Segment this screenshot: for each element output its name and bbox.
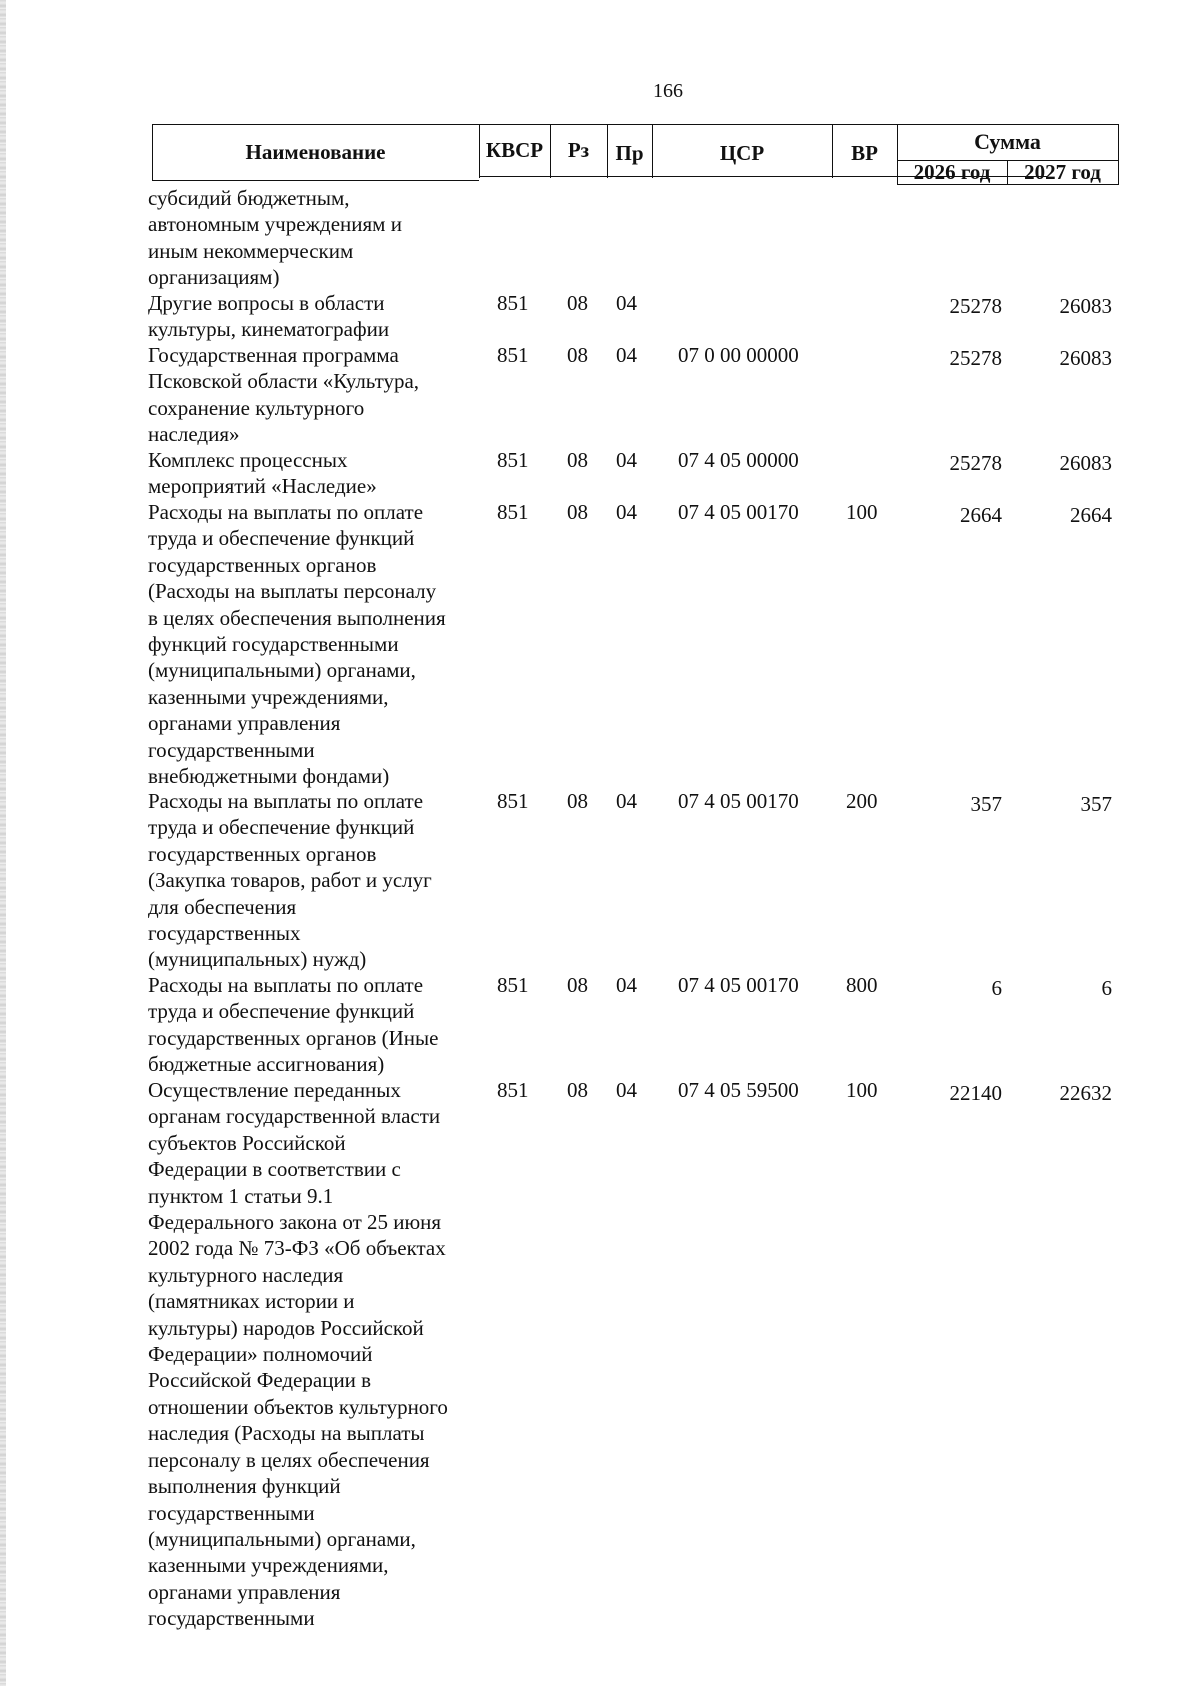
name-line: Государственная программа: [148, 343, 399, 367]
row-sum-2027: 26083: [1059, 346, 1112, 370]
name-line: 2002 года № 73-ФЗ «Об объектах: [148, 1236, 446, 1261]
row-rz: 08: [567, 291, 588, 315]
name-line: (муниципальными) органами,: [148, 658, 416, 683]
row-name: [148, 1077, 468, 1632]
row-name: [148, 972, 468, 1078]
name-line: иным некоммерческим: [148, 238, 354, 263]
table-header: [152, 124, 1118, 184]
row-sum-2026: 25278: [949, 346, 1002, 370]
row-rz: 08: [567, 500, 588, 524]
row-name: [148, 185, 468, 291]
name-line: культуры, кинематографии: [148, 317, 390, 342]
header-pr: Пр: [615, 140, 644, 165]
row-sum-2027: 6: [1101, 976, 1112, 1000]
name-line: Федерации в соответствии с: [148, 1157, 401, 1182]
name-line: казенными учреждениями,: [148, 684, 389, 709]
name-line: бюджетные ассигнования): [148, 1052, 385, 1077]
name-line: (памятниках истории и: [148, 1289, 355, 1314]
row-vr: 100: [846, 500, 878, 524]
row-sum-2026: 2664: [960, 503, 1002, 527]
header-name: Наименование: [245, 139, 386, 164]
row-name: [148, 342, 468, 448]
row-csr: 07 0 00 00000: [678, 343, 799, 367]
name-line: в целях обеспечения выполнения: [148, 605, 446, 630]
row-sum-2026: 25278: [949, 294, 1002, 318]
name-line: труда и обеспечение функций: [148, 815, 415, 840]
row-sum-2027: 26083: [1059, 451, 1112, 475]
row-rz: 08: [567, 1078, 588, 1102]
row-pr: 04: [616, 291, 637, 315]
row-pr: 04: [616, 1078, 637, 1102]
name-line: органам государственной власти: [148, 1104, 441, 1129]
name-line: Расходы на выплаты по оплате: [148, 973, 424, 997]
name-line: труда и обеспечение функций: [148, 526, 415, 551]
row-kvsr: 851: [497, 789, 529, 813]
row-csr: 07 4 05 59500: [678, 1078, 799, 1102]
page-number: 166: [653, 80, 683, 102]
row-sum-2027: 357: [1080, 792, 1112, 816]
row-name: [148, 499, 468, 789]
row-rz: 08: [567, 343, 588, 367]
row-rz: 08: [567, 448, 588, 472]
name-line: Комплекс процессных: [148, 448, 348, 472]
name-line: Российской Федерации в: [148, 1368, 372, 1393]
row-pr: 04: [616, 343, 637, 367]
name-line: культуры) народов Российской: [148, 1315, 424, 1340]
name-line: наследия»: [148, 422, 240, 447]
name-line: (Расходы на выплаты персоналу: [148, 579, 437, 604]
header-year-2026: 2026 год: [913, 159, 991, 184]
row-csr: 07 4 05 00170: [678, 973, 799, 997]
row-name: [148, 447, 468, 500]
name-line: пунктом 1 статьи 9.1: [148, 1183, 334, 1208]
row-rz: 08: [567, 789, 588, 813]
name-line: Другие вопросы в области: [148, 291, 385, 315]
row-pr: 04: [616, 973, 637, 997]
row-sum-2027: 26083: [1059, 294, 1112, 318]
row-kvsr: 851: [497, 343, 529, 367]
row-vr: 200: [846, 789, 878, 813]
row-pr: 04: [616, 448, 637, 472]
name-line: мероприятий «Наследие»: [148, 474, 377, 499]
name-line: отношении объектов культурного: [148, 1394, 448, 1419]
name-line: (муниципальных) нужд): [148, 947, 367, 972]
name-line: Федерации» полномочий: [148, 1342, 373, 1367]
name-line: организациям): [148, 265, 280, 290]
row-sum-2027: 22632: [1059, 1081, 1112, 1105]
name-line: автономным учреждениям и: [148, 212, 402, 237]
name-line: государственными: [148, 1606, 315, 1631]
name-line: внебюджетными фондами): [148, 764, 390, 789]
row-vr: 800: [846, 973, 878, 997]
header-vr: ВР: [851, 140, 878, 165]
name-line: государственных: [148, 921, 301, 946]
row-name: [148, 290, 468, 343]
name-line: Расходы на выплаты по оплате: [148, 500, 424, 524]
name-line: Расходы на выплаты по оплате: [148, 789, 424, 813]
name-line: субъектов Российской: [148, 1130, 346, 1155]
name-line: труда и обеспечение функций: [148, 999, 415, 1024]
name-line: (муниципальными) органами,: [148, 1526, 416, 1551]
row-sum-2026: 357: [970, 792, 1002, 816]
row-csr: 07 4 05 00000: [678, 448, 799, 472]
name-line: (Закупка товаров, работ и услуг: [148, 868, 432, 893]
row-kvsr: 851: [497, 291, 529, 315]
header-kvsr: КВСР: [485, 137, 544, 162]
name-line: государственными: [148, 737, 315, 762]
row-rz: 08: [567, 973, 588, 997]
name-line: органами управления: [148, 711, 341, 736]
name-line: персоналу в целях обеспечения: [148, 1447, 430, 1472]
name-line: органами управления: [148, 1579, 341, 1604]
row-csr: 07 4 05 00170: [678, 789, 799, 813]
name-line: Псковской области «Культура,: [148, 369, 420, 394]
name-line: выполнения функций: [148, 1474, 341, 1499]
row-csr: 07 4 05 00170: [678, 500, 799, 524]
row-kvsr: 851: [497, 973, 529, 997]
row-vr: 100: [846, 1078, 878, 1102]
name-line: наследия (Расходы на выплаты: [148, 1421, 425, 1446]
row-pr: 04: [616, 789, 637, 813]
row-pr: 04: [616, 500, 637, 524]
row-sum-2026: 22140: [949, 1081, 1002, 1105]
header-year-2027: 2027 год: [1024, 159, 1101, 184]
row-kvsr: 851: [497, 448, 529, 472]
row-sum-2027: 2664: [1070, 503, 1112, 527]
name-line: казенными учреждениями,: [148, 1553, 389, 1578]
name-line: государственных органов: [148, 841, 377, 866]
row-sum-2026: 25278: [949, 451, 1002, 475]
name-line: субсидий бюджетным,: [148, 186, 350, 210]
row-sum-2026: 6: [991, 976, 1002, 1000]
row-name: [148, 788, 468, 973]
name-line: сохранение культурного: [148, 395, 365, 420]
name-line: культурного наследия: [148, 1262, 344, 1287]
name-line: государственных органов (Иные: [148, 1025, 439, 1050]
name-line: для обеспечения: [148, 894, 297, 919]
header-sum: Сумма: [974, 129, 1041, 154]
name-line: государственными: [148, 1500, 315, 1525]
name-line: Осуществление переданных: [148, 1078, 401, 1102]
scan-edge: [0, 0, 6, 1686]
row-kvsr: 851: [497, 1078, 529, 1102]
header-rz: Рз: [567, 137, 590, 162]
header-csr: ЦСР: [719, 140, 765, 165]
name-line: государственных органов: [148, 552, 377, 577]
row-kvsr: 851: [497, 500, 529, 524]
name-line: Федерального закона от 25 июня: [148, 1210, 442, 1235]
name-line: функций государственными: [148, 632, 399, 657]
